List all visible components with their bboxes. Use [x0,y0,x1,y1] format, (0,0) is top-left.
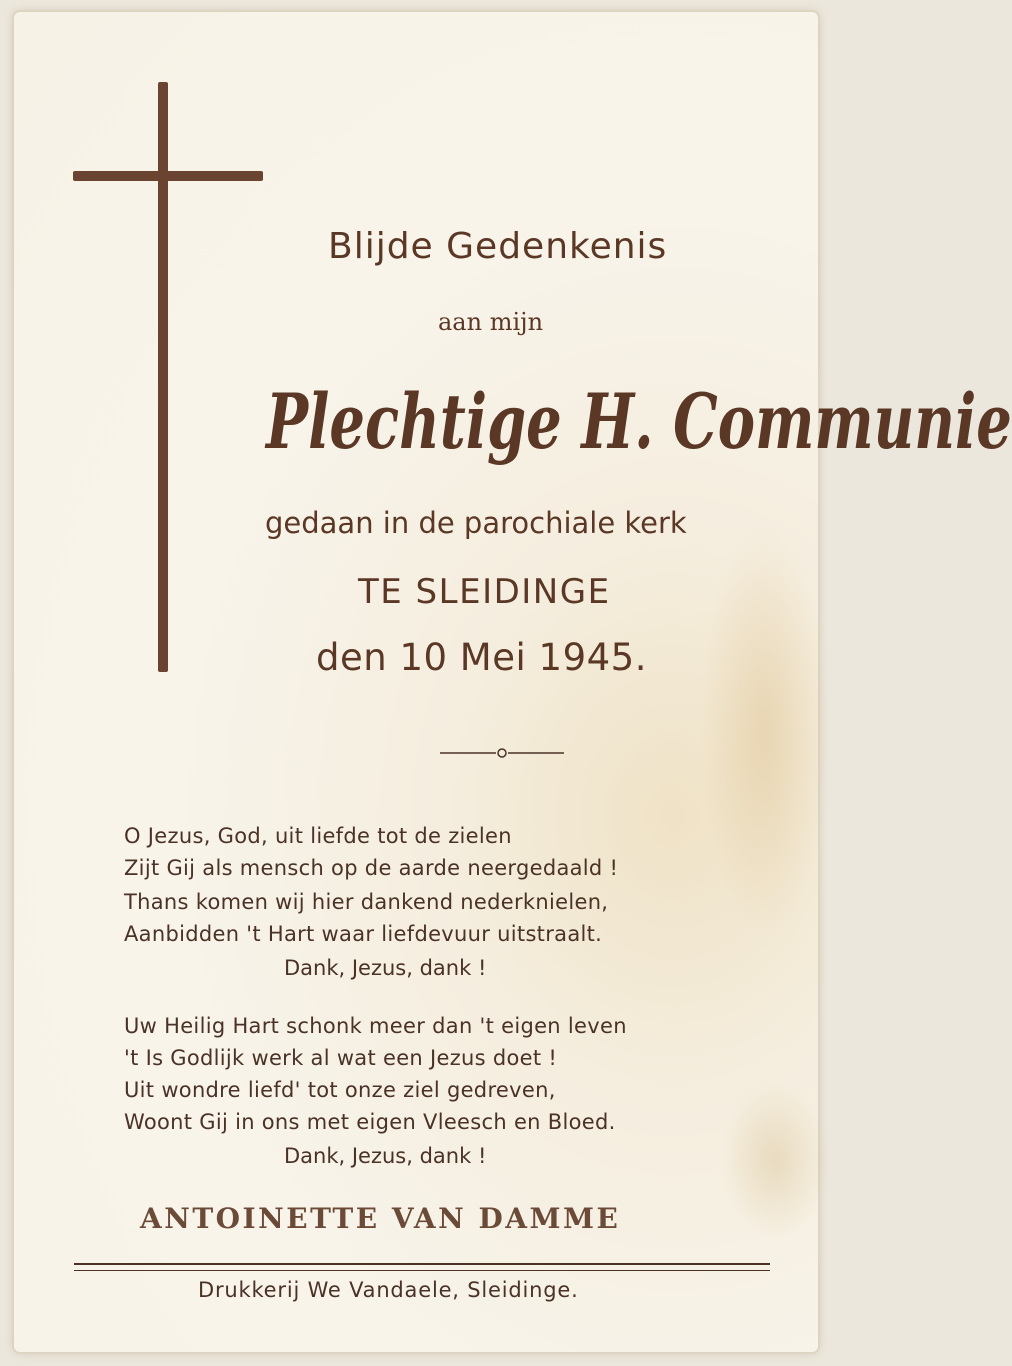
communicant-name: ANTOINETTE VAN DAMME [140,1202,621,1235]
poem-line: Aanbidden 't Hart waar liefdevuur uitstraalt. [124,922,603,946]
ornament-divider [440,745,564,761]
divider-rule [74,1270,770,1271]
town-line: TE SLEIDINGE [358,572,611,612]
main-title: Plechtige H. Communie [266,378,1012,468]
church-line: gedaan in de parochiale kerk [265,506,687,540]
poem-line: Uit wondre liefd' tot onze ziel gedreven, [124,1078,556,1102]
poem-line: Thans komen wij hier dankend nederknielen, [124,890,609,914]
printer-credit: Drukkerij We Vandaele, Sleidinge. [198,1278,579,1302]
cross-bar [73,171,263,181]
date-line: den 10 Mei 1945. [316,636,647,679]
poem-line: 't Is Godlijk werk al wat een Jezus doet ! [124,1046,558,1070]
divider-rule [74,1263,770,1265]
poem-line: Woont Gij in ons met eigen Vleesch en Bloed. [124,1110,616,1134]
poem-line: O Jezus, God, uit liefde tot de zielen [124,824,512,848]
heading-line-2: aan mijn [438,308,544,336]
poem-line: Zijt Gij als mensch op de aarde neergedaald ! [124,856,619,880]
refrain-line: Dank, Jezus, dank ! [284,1144,487,1168]
poem-line: Uw Heilig Hart schonk meer dan 't eigen leven [124,1014,627,1038]
heading-line-1: Blijde Gedenkenis [328,226,668,267]
refrain-line: Dank, Jezus, dank ! [284,956,487,980]
